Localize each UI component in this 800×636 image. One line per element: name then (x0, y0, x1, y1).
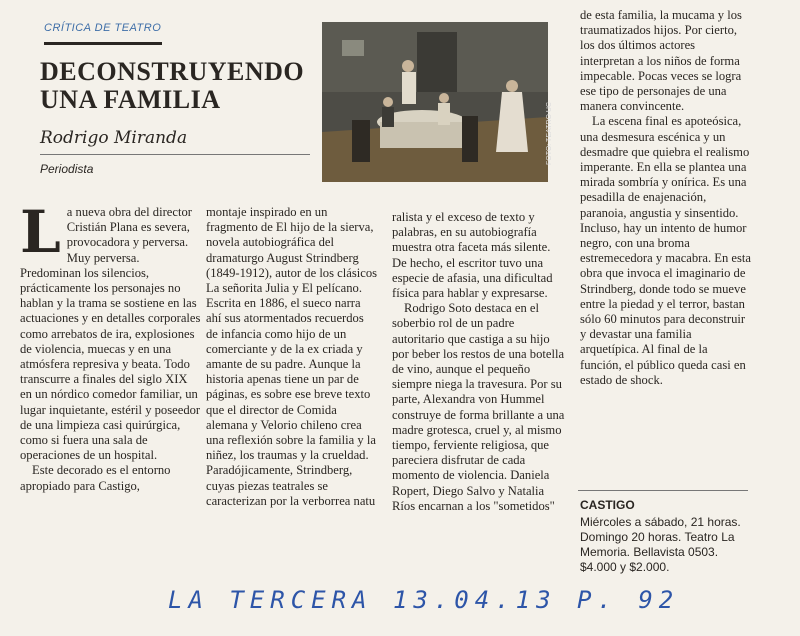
info-box-line: Domingo 20 horas. Teatro La (580, 530, 735, 544)
drop-cap: L (20, 198, 61, 266)
info-box-line: Miércoles a sábado, 21 horas. (580, 515, 741, 529)
info-box-title: CASTIGO (580, 498, 635, 512)
paragraph: La escena final es apoteósica, una desmesura escénica y un desmadre que quiebra el realismo imperante. En ella se plantea una mirada sombría y onírica. Es una pesadilla de enajenación, paranoia, angustia y sinsentido. Incluso, hay un intento de humor negro, con una broma estremecedora y macabra. En esta obra que invoca el imaginario de Strindberg, donde todo se mueve entre la piedad y el terror, bastan sólo 60 minutos para deconstruir y devastar una familia arquetípica. Al final de la función, el público queda casi en estado de shock. (580, 114, 751, 387)
article-column-4 (580, 8, 752, 388)
paragraph: de esta familia, la mucama y los traumatizados hijos. Por cierto, los dos últimos actores interpretan a los niños de forma impecable. Pocas veces se logra ese tipo de personajes de una manera convincente. (580, 8, 742, 114)
author-role: Periodista (40, 162, 94, 176)
stage-scene-illustration (322, 22, 548, 182)
paragraph: La nueva obra del director Cristián Plana es severa, provocadora y perversa. Muy perversa. Predominan los silencios, prácticamente los personajes no hablan y la trama se sostiene en las actuaciones y en detalles corporales como arrebatos de ira, explosiones de violencia, muecas y en una atmósfera represiva y beata. Todo transcurre a finales del siglo XIX en un nórdico comedor familiar, un lugar inquietante, estéril y poseedor de una limpieza casi quirúrgica, como si fuera una sala de operaciones de un hospital. (20, 198, 201, 463)
article-column-2 (206, 205, 378, 509)
paragraph: ralista y el exceso de texto y palabras, en su autobiografía muestra otra faceta más silente. De hecho, el escritor tuvo una especie de afasia, una dificultad física para hablar y expresarse. (392, 210, 553, 301)
info-box-divider (578, 490, 748, 491)
section-tag: CRÍTICA DE TEATRO (44, 22, 162, 45)
stage-photo (322, 22, 553, 182)
info-box-line: $4.000 y $2.000. (580, 560, 670, 574)
article-column-3 (392, 210, 568, 514)
author-divider (40, 154, 310, 155)
paragraph: montaje inspirado en un fragmento de El hijo de la sierva, novela autobiográfica del dramaturgo August Strindberg (1849-1912), autor de los clásicos La señorita Julia y El pelícano. Escrita en 1886, el sueco narra ahí sus atormentados recuerdos de infancia como hijo de un comerciante y de la ex criada y amante de su padre. Aunque la historia apenas tiene un par de páginas, es sobre ese breve texto que el director de Comida alemana y Velorio chileno crea una reflexión sobre la familia y la niñez, los traumas y la crueldad. Paradójicamente, Strindberg, cuyas piezas teatrales se caracterizan por la verborrea natu (206, 205, 378, 508)
headline-line-2: UNA FAMILIA (40, 85, 221, 114)
headline-line-1: DECONSTRUYENDO (40, 57, 305, 86)
headline (40, 58, 310, 114)
photo-credit: FOTO: TEATRO UC (546, 102, 553, 166)
paragraph: Este decorado es el entorno apropiado para Castigo, (20, 463, 171, 493)
info-box (580, 498, 750, 575)
author-name: Rodrigo Miranda (40, 128, 188, 148)
handwritten-source-note: LA TERCERA 13.04.13 P. 92 (168, 586, 680, 614)
info-box-line: Memoria. Bellavista 0503. (580, 545, 719, 559)
article-column-1 (20, 198, 202, 494)
paragraph: Rodrigo Soto destaca en el soberbio rol de un padre autoritario que castiga a su hijo por beber los restos de una botella de vino, aunque el pequeño siempre niega la travesura. Por su parte, Alexandra von Hummel construye de forma brillante a una madre grotesca, cruel y, al mismo tiempo, ferviente religiosa, que pareciera disfrutar de cada momento de violencia. Daniela Ropert, Diego Salvo y Natalia Ríos encarnan a los "sometidos" (392, 301, 565, 513)
